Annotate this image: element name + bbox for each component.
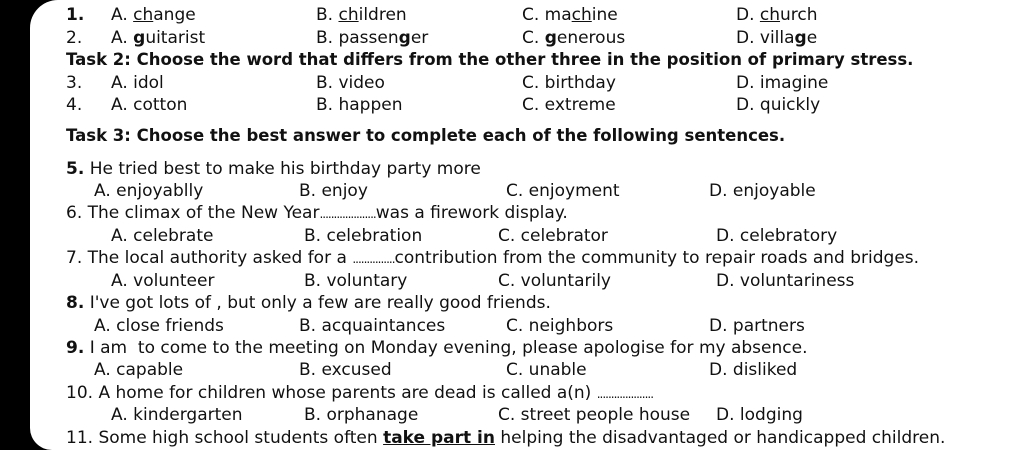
option-a[interactable]: A. kindergarten (111, 405, 243, 425)
option-b[interactable]: B. passenger (316, 28, 429, 48)
option-c[interactable]: C. neighbors (506, 316, 614, 336)
question-number: 1. (66, 5, 85, 25)
option-b[interactable]: B. orphanage (304, 405, 419, 425)
option-c[interactable]: C. unable (506, 360, 587, 380)
option-b[interactable]: B. acquaintances (299, 316, 446, 336)
option-d[interactable]: D. disliked (709, 360, 798, 380)
option-d[interactable]: D. celebratory (716, 226, 838, 246)
question-10-options (0, 404, 1024, 426)
option-b[interactable]: B. enjoy (299, 181, 368, 201)
question-stem: 7. The local authority asked for a ...............contribution from the community to repair roads and bridges. (66, 248, 920, 268)
answer-blank[interactable]: ............... (352, 252, 395, 266)
option-c[interactable]: C. generous (522, 28, 626, 48)
option-c[interactable]: C. street people house (498, 405, 691, 425)
task-3-heading: Task 3: Choose the best answer to complete each of the following sentences. (66, 126, 786, 145)
question-stem: 6. The climax of the New Year....................was a firework display. (66, 203, 568, 223)
option-b[interactable]: B. voluntary (304, 271, 408, 291)
option-c[interactable]: C. voluntarily (498, 271, 611, 291)
question-11 (0, 427, 1024, 449)
option-b[interactable]: B. children (316, 5, 407, 25)
question-number: 2. (66, 28, 83, 48)
option-d[interactable]: D. voluntariness (716, 271, 855, 291)
option-b[interactable]: B. excused (299, 360, 392, 380)
question-5 (0, 158, 1024, 180)
question-7-options (0, 270, 1024, 292)
option-d[interactable]: D. partners (709, 316, 805, 336)
option-b[interactable]: B. happen (316, 95, 403, 115)
question-7 (0, 247, 1024, 269)
question-1 (0, 4, 1024, 26)
task-2-heading: Task 2: Choose the word that differs from the other three in the position of primary stress. (66, 50, 914, 69)
option-d[interactable]: D. village (736, 28, 818, 48)
question-number: 3. (66, 73, 83, 93)
option-a[interactable]: A. close friends (94, 316, 224, 336)
option-c[interactable]: C. birthday (522, 73, 616, 93)
option-a[interactable]: A. idol (111, 73, 164, 93)
question-stem: 5. He tried best to make his birthday party more (66, 159, 487, 179)
question-6-options (0, 225, 1024, 247)
question-10 (0, 382, 1024, 404)
option-a[interactable]: A. volunteer (111, 271, 215, 291)
answer-blank[interactable]: .................... (596, 387, 654, 401)
option-a[interactable]: A. guitarist (111, 28, 206, 48)
option-a[interactable]: A. capable (94, 360, 184, 380)
question-5-options (0, 180, 1024, 202)
option-d[interactable]: D. enjoyable (709, 181, 816, 201)
question-stem: 11. Some high school students often take part in helping the disadvantaged or handicapped children. (66, 428, 946, 448)
option-b[interactable]: B. video (316, 73, 385, 93)
option-c[interactable]: C. extreme (522, 95, 616, 115)
option-b[interactable]: B. celebration (304, 226, 423, 246)
question-9 (0, 337, 1024, 359)
option-a[interactable]: A. change (111, 5, 196, 25)
option-d[interactable]: D. lodging (716, 405, 803, 425)
option-c[interactable]: C. enjoyment (506, 181, 620, 201)
answer-blank[interactable]: .................... (319, 207, 376, 221)
question-8 (0, 292, 1024, 314)
question-3 (0, 72, 1024, 94)
question-6 (0, 202, 1024, 224)
question-stem: 9. I am to come to the meeting on Monday evening, please apologise for my absence. (66, 338, 808, 358)
option-c[interactable]: C. machine (522, 5, 618, 25)
option-a[interactable]: A. enjoyablly (94, 181, 204, 201)
option-d[interactable]: D. church (736, 5, 818, 25)
question-8-options (0, 315, 1024, 337)
underlined-phrase: take part in (383, 428, 495, 448)
option-d[interactable]: D. imagine (736, 73, 829, 93)
question-number: 4. (66, 95, 83, 115)
option-c[interactable]: C. celebrator (498, 226, 608, 246)
question-4 (0, 94, 1024, 116)
option-a[interactable]: A. celebrate (111, 226, 214, 246)
option-d[interactable]: D. quickly (736, 95, 821, 115)
question-stem: 10. A home for children whose parents are dead is called a(n) .................... (66, 383, 654, 403)
question-2 (0, 27, 1024, 49)
option-a[interactable]: A. cotton (111, 95, 188, 115)
question-stem: 8. I've got lots of , but only a few are really good friends. (66, 293, 551, 313)
question-9-options (0, 359, 1024, 381)
